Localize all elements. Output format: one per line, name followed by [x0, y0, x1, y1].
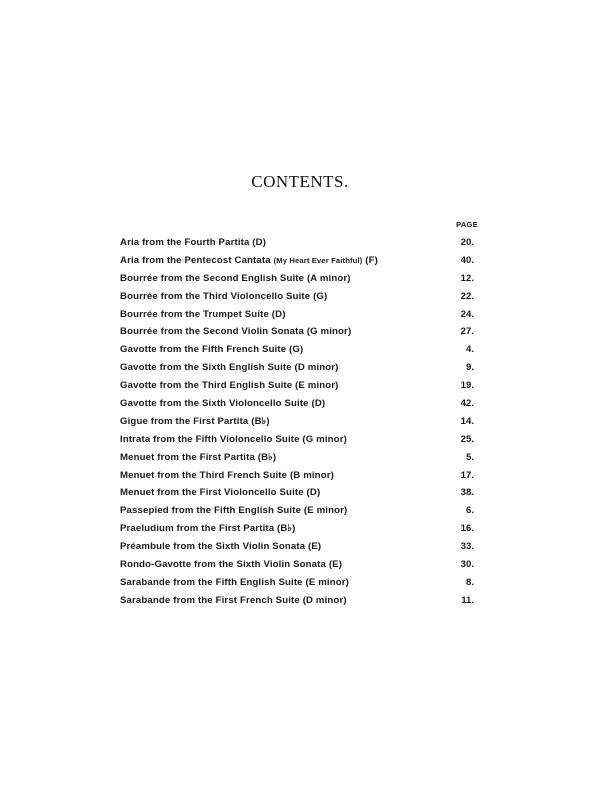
entry-title: Aria from the Pentecost Cantata [120, 254, 271, 266]
entry-page-number: 30. [460, 559, 474, 571]
entry-title: Bourrée from the Second Violin Sonata (G minor) [120, 326, 352, 338]
contents-entry [120, 306, 480, 324]
contents-entry [120, 467, 480, 485]
entry-title: Sarabande from the First French Suite (D minor) [120, 594, 347, 606]
entry-page-number: 24. [460, 308, 474, 320]
entry-title: Bourrée from the Trumpet Suite (D) [120, 308, 286, 320]
entry-title: Rondo-Gavotte from the Sixth Violin Sonata (E) [120, 559, 343, 571]
contents-entry [120, 234, 480, 252]
entry-page-number: 42. [460, 398, 474, 410]
contents-entry [120, 449, 480, 467]
entry-page-number: 8. [465, 576, 474, 588]
entry-title: Intrata from the Fifth Violoncello Suite (G minor) [120, 433, 347, 445]
contents-entry [120, 270, 480, 288]
contents-entry [120, 413, 480, 431]
entry-title: Préambule from the Sixth Violin Sonata (E) [120, 541, 322, 553]
entry-page-number: 6. [465, 505, 474, 517]
entry-page-number: 25. [460, 433, 474, 445]
entry-title: Gavotte from the Third English Suite (E minor) [120, 380, 339, 392]
contents-entry [120, 377, 480, 395]
contents-entry [120, 520, 480, 538]
contents-entry [120, 484, 480, 502]
contents-entry [120, 556, 480, 574]
contents-entry [120, 395, 480, 413]
page-column-header: PAGE [456, 220, 478, 229]
entry-page-number: 16. [460, 523, 474, 535]
entry-title: Gigue from the First Partita (B♭) [120, 415, 270, 427]
entry-page-number: 22. [460, 290, 474, 302]
entry-subtitle: (My Heart Ever Faithful) [273, 255, 363, 265]
entry-title: Gavotte from the Sixth Violoncello Suite (D) [120, 398, 326, 410]
entry-page-number: 17. [460, 469, 474, 481]
entry-title: Gavotte from the Fifth French Suite (G) [120, 344, 304, 356]
entry-title: Menuet from the First Violoncello Suite (D) [120, 487, 321, 499]
entry-key: (F) [365, 254, 378, 266]
entry-title: Gavotte from the Sixth English Suite (D minor) [120, 362, 339, 374]
entry-page-number: 38. [460, 487, 474, 499]
entry-title: Menuet from the First Partita (B♭) [120, 451, 277, 463]
contents-entry [120, 592, 480, 610]
entry-page-number: 40. [460, 254, 474, 266]
entry-page-number: 27. [460, 326, 474, 338]
entry-page-number: 9. [465, 362, 474, 374]
entry-title: Menuet from the Third French Suite (B minor) [120, 469, 334, 481]
entry-title: Bourrée from the Second English Suite (A minor) [120, 272, 351, 284]
contents-entry [120, 574, 480, 592]
entry-title: Passepied from the Fifth English Suite (E minor) [120, 505, 348, 517]
contents-entry [120, 288, 480, 306]
entry-page-number: 11. [461, 594, 474, 606]
contents-entry [120, 341, 480, 359]
entry-title: Sarabande from the Fifth English Suite (E minor) [120, 576, 349, 588]
entry-title: Praeludium from the First Partita (B♭) [120, 523, 296, 535]
entry-page-number: 20. [460, 237, 474, 248]
contents-entry [120, 359, 480, 377]
entry-page-number: 14. [460, 415, 474, 427]
contents-entry [120, 431, 480, 449]
entry-title-group [120, 252, 378, 270]
entry-page-number: 5. [465, 451, 474, 463]
entry-page-number: 19. [460, 380, 474, 392]
entry-title: Bourrée from the Third Violoncello Suite (G) [120, 290, 328, 302]
contents-list [120, 234, 480, 610]
contents-entry [120, 502, 480, 520]
entry-title: Aria from the Fourth Partita (D) [120, 237, 267, 248]
entry-page-number: 33. [460, 541, 474, 553]
entry-page-number: 12. [460, 272, 474, 284]
contents-entry [120, 323, 480, 341]
contents-entry [120, 252, 480, 270]
entry-page-number: 4. [465, 344, 474, 356]
page-title: CONTENTS. [251, 172, 349, 191]
contents-entry [120, 538, 480, 556]
